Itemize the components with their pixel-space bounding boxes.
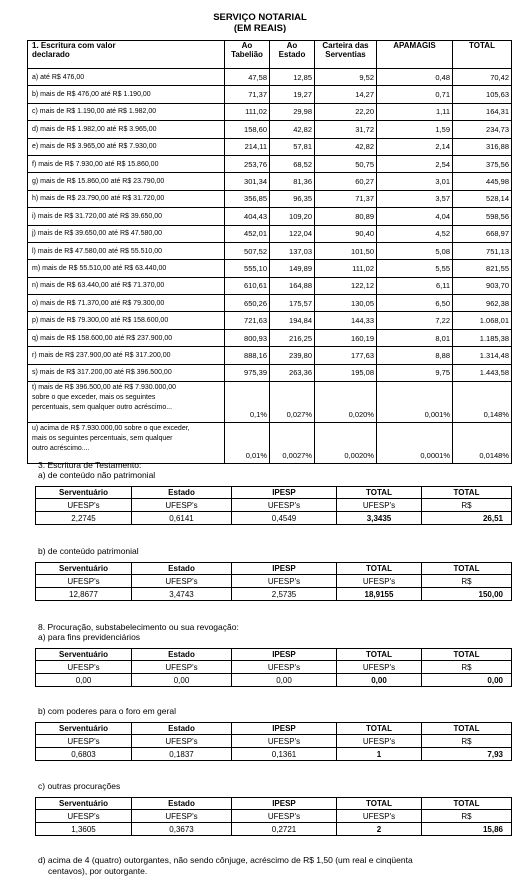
row-u-apamagis: 0,0001% (377, 423, 453, 464)
row-apamagis: 5,55 (377, 260, 453, 277)
values-cell-3: 0,2721 (232, 823, 337, 836)
header-cell-1: Serventuário (36, 723, 132, 735)
row-u-carteira: 0,0020% (315, 423, 377, 464)
row-tabeliao: 356,85 (225, 190, 270, 207)
row-total: 962,38 (453, 295, 512, 312)
row-total: 668,97 (453, 225, 512, 242)
units-cell-4: UFESP's (337, 575, 422, 588)
units-cell-3: UFESP's (232, 810, 337, 823)
units-cell-4: UFESP's (337, 810, 422, 823)
row-tabeliao: 404,43 (225, 208, 270, 225)
row-apamagis: 0,48 (377, 69, 453, 86)
row-desc: a) até R$ 476,00 (28, 69, 225, 86)
table-row (28, 155, 512, 172)
row-estado: 239,80 (270, 347, 315, 364)
table-row (28, 242, 512, 259)
values-cell-3: 0,4549 (232, 512, 337, 525)
values-cell-1: 0,00 (36, 674, 132, 687)
row-u-tabeliao: 0,01% (225, 423, 270, 464)
row-estado: 12,85 (270, 69, 315, 86)
fee-table-percent-rows (28, 382, 512, 464)
row-carteira: 90,40 (315, 225, 377, 242)
units-cell-5: R$ (422, 810, 512, 823)
row-tabeliao: 71,37 (225, 86, 270, 103)
header-cell-5: TOTAL (422, 563, 512, 575)
row-t-description (28, 382, 225, 423)
title-line-1: SERVIÇO NOTARIAL (213, 12, 307, 23)
row-total: 903,70 (453, 277, 512, 294)
row-apamagis: 9,75 (377, 364, 453, 381)
row-u-estado: 0,0027% (270, 423, 315, 464)
table-row-header (36, 723, 512, 735)
row-desc: c) mais de R$ 1.190,00 até R$ 1.982,00 (28, 103, 225, 120)
values-cell-1: 0,6803 (36, 748, 132, 761)
header-estado-line-1: Ao (286, 41, 298, 50)
units-cell-1: UFESP's (36, 499, 132, 512)
row-total: 316,88 (453, 138, 512, 155)
header-cell-3: IPESP (232, 723, 337, 735)
row-apamagis: 2,14 (377, 138, 453, 155)
table-row-units (36, 735, 512, 748)
values-cell-4: 2 (337, 823, 422, 836)
row-u-desc-line-2: mais os seguintes percentuais, sem qualquer (32, 435, 173, 443)
row-total: 105,63 (453, 86, 512, 103)
values-cell-4: 18,9155 (337, 588, 422, 601)
header-cell-4: TOTAL (337, 563, 422, 575)
table-row-values (36, 512, 512, 525)
units-cell-2: UFESP's (132, 735, 232, 748)
header-carteira-line-1: Carteira das (322, 41, 369, 50)
row-apamagis: 4,04 (377, 208, 453, 225)
units-cell-2: UFESP's (132, 575, 232, 588)
header-tabeliao-line-2: Tabelião (231, 50, 263, 59)
table-row (28, 190, 512, 207)
row-total: 164,31 (453, 103, 512, 120)
row-estado: 19,27 (270, 86, 315, 103)
units-cell-5: R$ (422, 499, 512, 512)
header-tabeliao (225, 41, 270, 69)
row-total: 1.068,01 (453, 312, 512, 329)
row-desc: i) mais de R$ 31.720,00 até R$ 39.650,00 (28, 208, 225, 225)
row-desc: h) mais de R$ 23.790,00 até R$ 31.720,00 (28, 190, 225, 207)
table-row-units (36, 661, 512, 674)
table-3a (35, 486, 512, 525)
row-apamagis: 3,57 (377, 190, 453, 207)
row-estado: 216,25 (270, 329, 315, 346)
row-t-desc-line-3: percentuais, sem qualquer outro acréscimo... (32, 404, 173, 412)
header-cell-1: Serventuário (36, 798, 132, 810)
section-3a-label: a) de conteúdo não patrimonial (38, 470, 156, 480)
units-cell-2: UFESP's (132, 499, 232, 512)
header-cell-5: TOTAL (422, 649, 512, 661)
values-cell-4: 1 (337, 748, 422, 761)
row-u-desc-line-1: u) acima de R$ 7.930.000,00 sobre o que exceder, (32, 425, 190, 433)
header-cell-2: Estado (132, 798, 232, 810)
footnote (38, 855, 508, 877)
values-cell-3: 0,1361 (232, 748, 337, 761)
row-estado: 164,88 (270, 277, 315, 294)
row-desc: q) mais de R$ 158.600,00 até R$ 237.900,00 (28, 329, 225, 346)
row-tabeliao: 47,58 (225, 69, 270, 86)
row-carteira: 71,37 (315, 190, 377, 207)
values-cell-5: 26,51 (422, 512, 512, 525)
row-carteira: 144,33 (315, 312, 377, 329)
row-estado: 57,81 (270, 138, 315, 155)
units-cell-5: R$ (422, 735, 512, 748)
row-desc: p) mais de R$ 79.300,00 até R$ 158.600,00 (28, 312, 225, 329)
row-carteira: 80,89 (315, 208, 377, 225)
row-carteira: 31,72 (315, 121, 377, 138)
row-estado: 194,84 (270, 312, 315, 329)
row-estado: 68,52 (270, 155, 315, 172)
section-8c-label: c) outras procurações (38, 781, 121, 791)
row-carteira: 101,50 (315, 242, 377, 259)
row-total: 234,73 (453, 121, 512, 138)
values-cell-5: 7,93 (422, 748, 512, 761)
row-desc: g) mais de R$ 15.860,00 até R$ 23.790,00 (28, 173, 225, 190)
row-apamagis: 8,01 (377, 329, 453, 346)
values-cell-3: 2,5735 (232, 588, 337, 601)
row-tabeliao: 888,16 (225, 347, 270, 364)
units-cell-3: UFESP's (232, 575, 337, 588)
header-cell-3: IPESP (232, 487, 337, 499)
row-estado: 137,03 (270, 242, 315, 259)
row-desc: e) mais de R$ 3.965,00 até R$ 7.930,00 (28, 138, 225, 155)
row-apamagis: 7,22 (377, 312, 453, 329)
header-cell-1: Serventuário (36, 563, 132, 575)
row-desc: d) mais de R$ 1.982,00 até R$ 3.965,00 (28, 121, 225, 138)
row-carteira: 60,27 (315, 173, 377, 190)
row-total: 528,14 (453, 190, 512, 207)
values-cell-5: 0,00 (422, 674, 512, 687)
row-apamagis: 5,08 (377, 242, 453, 259)
fee-table (27, 40, 512, 464)
header-cell-5: TOTAL (422, 487, 512, 499)
units-cell-1: UFESP's (36, 810, 132, 823)
row-carteira: 122,12 (315, 277, 377, 294)
row-tabeliao: 253,76 (225, 155, 270, 172)
row-estado: 29,98 (270, 103, 315, 120)
row-carteira: 195,08 (315, 364, 377, 381)
row-apamagis: 6,50 (377, 295, 453, 312)
table-row-values (36, 674, 512, 687)
row-tabeliao: 301,34 (225, 173, 270, 190)
header-cell-5: TOTAL (422, 723, 512, 735)
row-carteira: 177,63 (315, 347, 377, 364)
table-row-units (36, 499, 512, 512)
row-estado: 81,36 (270, 173, 315, 190)
row-tabeliao: 610,61 (225, 277, 270, 294)
row-total: 70,42 (453, 69, 512, 86)
section-8a-label: a) para fins previdenciários (38, 632, 141, 642)
units-cell-3: UFESP's (232, 735, 337, 748)
row-tabeliao: 800,93 (225, 329, 270, 346)
units-cell-5: R$ (422, 575, 512, 588)
table-8b (35, 722, 512, 761)
values-cell-3: 0,00 (232, 674, 337, 687)
values-cell-5: 150,00 (422, 588, 512, 601)
values-cell-4: 0,00 (337, 674, 422, 687)
values-cell-5: 15,86 (422, 823, 512, 836)
row-desc: b) mais de R$ 476,00 até R$ 1.190,00 (28, 86, 225, 103)
row-total: 375,56 (453, 155, 512, 172)
row-tabeliao: 507,52 (225, 242, 270, 259)
header-estado (270, 41, 315, 69)
table-8c (35, 797, 512, 836)
units-cell-1: UFESP's (36, 735, 132, 748)
table-row-values (36, 823, 512, 836)
page-title (0, 12, 520, 34)
row-desc: j) mais de R$ 39.650,00 até R$ 47.580,00 (28, 225, 225, 242)
title-line-2: (EM REAIS) (233, 23, 287, 34)
header-apamagis: APAMAGIS (377, 41, 453, 69)
table-row (28, 103, 512, 120)
values-cell-2: 0,6141 (132, 512, 232, 525)
units-cell-5: R$ (422, 661, 512, 674)
table-8a (35, 648, 512, 687)
table-row (28, 208, 512, 225)
table-row-header (36, 487, 512, 499)
table-row-units (36, 810, 512, 823)
row-t-apamagis: 0,001% (377, 382, 453, 423)
row-t-desc-line-2: sobre o que exceder, mais os seguintes (32, 394, 156, 402)
units-cell-4: UFESP's (337, 661, 422, 674)
header-cell-3: IPESP (232, 563, 337, 575)
row-total: 821,55 (453, 260, 512, 277)
row-u-total: 0,0148% (453, 423, 512, 464)
row-t-total: 0,148% (453, 382, 512, 423)
row-estado: 96,35 (270, 190, 315, 207)
table-row-header (36, 798, 512, 810)
row-tabeliao: 721,63 (225, 312, 270, 329)
row-total: 1.443,58 (453, 364, 512, 381)
row-u-desc-line-3: outro acréscimo.... (32, 445, 90, 453)
row-u-description (28, 423, 225, 464)
row-apamagis: 1,59 (377, 121, 453, 138)
row-total: 1.314,48 (453, 347, 512, 364)
row-tabeliao: 555,10 (225, 260, 270, 277)
units-cell-2: UFESP's (132, 661, 232, 674)
section-3b-label: b) de conteúdo patrimonial (38, 546, 139, 556)
table-row (28, 225, 512, 242)
row-tabeliao: 650,26 (225, 295, 270, 312)
row-desc: s) mais de R$ 317.200,00 até R$ 396.500,00 (28, 364, 225, 381)
table-3b (35, 562, 512, 601)
row-apamagis: 3,01 (377, 173, 453, 190)
header-cell-4: TOTAL (337, 649, 422, 661)
values-cell-1: 12,8677 (36, 588, 132, 601)
row-desc: o) mais de R$ 71.370,00 até R$ 79.300,00 (28, 295, 225, 312)
header-cell-1: Serventuário (36, 487, 132, 499)
values-cell-1: 1,3605 (36, 823, 132, 836)
header-tabeliao-line-1: Ao (241, 41, 253, 50)
row-carteira: 50,75 (315, 155, 377, 172)
header-carteira (315, 41, 377, 69)
table-row (28, 173, 512, 190)
row-t-desc-line-1: t) mais de R$ 396.500,00 até R$ 7.930.000,00 (32, 384, 176, 392)
row-tabeliao: 158,60 (225, 121, 270, 138)
table-row (28, 138, 512, 155)
table-row (28, 364, 512, 381)
row-apamagis: 0,71 (377, 86, 453, 103)
row-tabeliao: 214,11 (225, 138, 270, 155)
table-row-header (36, 649, 512, 661)
row-carteira: 130,05 (315, 295, 377, 312)
values-cell-4: 3,3435 (337, 512, 422, 525)
row-estado: 175,57 (270, 295, 315, 312)
row-desc: l) mais de R$ 47.580,00 até R$ 55.510,00 (28, 242, 225, 259)
table-row-u (28, 423, 512, 464)
units-cell-1: UFESP's (36, 575, 132, 588)
table-row (28, 69, 512, 86)
header-carteira-line-2: Serventias (325, 50, 366, 59)
row-apamagis: 4,52 (377, 225, 453, 242)
row-total: 445,98 (453, 173, 512, 190)
header-cell-1: Serventuário (36, 649, 132, 661)
header-cell-2: Estado (132, 649, 232, 661)
row-total: 598,56 (453, 208, 512, 225)
header-cell-4: TOTAL (337, 798, 422, 810)
row-estado: 122,04 (270, 225, 315, 242)
units-cell-4: UFESP's (337, 499, 422, 512)
header-cell-4: TOTAL (337, 723, 422, 735)
row-tabeliao: 975,39 (225, 364, 270, 381)
row-t-tabeliao: 0,1% (225, 382, 270, 423)
table-row (28, 86, 512, 103)
header-cell-5: TOTAL (422, 798, 512, 810)
header-description (28, 41, 225, 69)
section-8b-label: b) com poderes para o foro em geral (38, 706, 176, 716)
row-apamagis: 8,88 (377, 347, 453, 364)
units-cell-3: UFESP's (232, 661, 337, 674)
header-desc-line-2: declarado (32, 50, 70, 59)
table-row-values (36, 748, 512, 761)
row-t-estado: 0,027% (270, 382, 315, 423)
values-cell-2: 0,1837 (132, 748, 232, 761)
row-carteira: 111,02 (315, 260, 377, 277)
table-row-t (28, 382, 512, 423)
header-cell-2: Estado (132, 723, 232, 735)
table-row-values (36, 588, 512, 601)
values-cell-2: 0,3673 (132, 823, 232, 836)
row-carteira: 9,52 (315, 69, 377, 86)
row-total: 751,13 (453, 242, 512, 259)
table-row (28, 121, 512, 138)
values-cell-2: 3,4743 (132, 588, 232, 601)
table-row (28, 295, 512, 312)
row-total: 1.185,38 (453, 329, 512, 346)
units-cell-4: UFESP's (337, 735, 422, 748)
header-cell-2: Estado (132, 487, 232, 499)
header-desc-line-1: 1. Escritura com valor (32, 41, 116, 50)
row-t-carteira: 0,020% (315, 382, 377, 423)
row-carteira: 42,82 (315, 138, 377, 155)
row-desc: r) mais de R$ 237.900,00 até R$ 317.200,00 (28, 347, 225, 364)
header-cell-3: IPESP (232, 798, 337, 810)
table-row-units (36, 575, 512, 588)
footnote-line-1: d) acima de 4 (quatro) outorgantes, não sendo cônjuge, acréscimo de R$ 1,50 (um real e cinqüenta (38, 855, 413, 865)
header-estado-line-2: Estado (278, 50, 306, 59)
units-cell-2: UFESP's (132, 810, 232, 823)
row-tabeliao: 452,01 (225, 225, 270, 242)
row-estado: 149,89 (270, 260, 315, 277)
row-estado: 42,82 (270, 121, 315, 138)
header-total: TOTAL (453, 41, 512, 69)
fee-table-header (28, 41, 512, 69)
row-apamagis: 1,11 (377, 103, 453, 120)
footnote-line-2: centavos), por outorgante. (48, 866, 148, 876)
units-cell-3: UFESP's (232, 499, 337, 512)
units-cell-1: UFESP's (36, 661, 132, 674)
row-apamagis: 2,54 (377, 155, 453, 172)
row-desc: m) mais de R$ 55.510,00 até R$ 63.440,00 (28, 260, 225, 277)
table-row-header (36, 563, 512, 575)
section-8-title: 8. Procuração, substabelecimento ou sua revogação: (38, 622, 239, 632)
header-cell-2: Estado (132, 563, 232, 575)
row-estado: 263,36 (270, 364, 315, 381)
row-carteira: 160,19 (315, 329, 377, 346)
row-apamagis: 6,11 (377, 277, 453, 294)
section-3-title: 3. Escritura de Testamento: (38, 460, 142, 470)
row-desc: f) mais de R$ 7.930,00 até R$ 15.860,00 (28, 155, 225, 172)
row-carteira: 14,27 (315, 86, 377, 103)
row-estado: 109,20 (270, 208, 315, 225)
row-desc: n) mais de R$ 63.440,00 até R$ 71.370,00 (28, 277, 225, 294)
table-row (28, 277, 512, 294)
table-row (28, 329, 512, 346)
header-cell-3: IPESP (232, 649, 337, 661)
fee-table-body (28, 69, 512, 382)
row-carteira: 22,20 (315, 103, 377, 120)
header-cell-4: TOTAL (337, 487, 422, 499)
values-cell-1: 2,2745 (36, 512, 132, 525)
table-row (28, 260, 512, 277)
values-cell-2: 0,00 (132, 674, 232, 687)
table-row (28, 312, 512, 329)
row-tabeliao: 111,02 (225, 103, 270, 120)
table-row (28, 347, 512, 364)
